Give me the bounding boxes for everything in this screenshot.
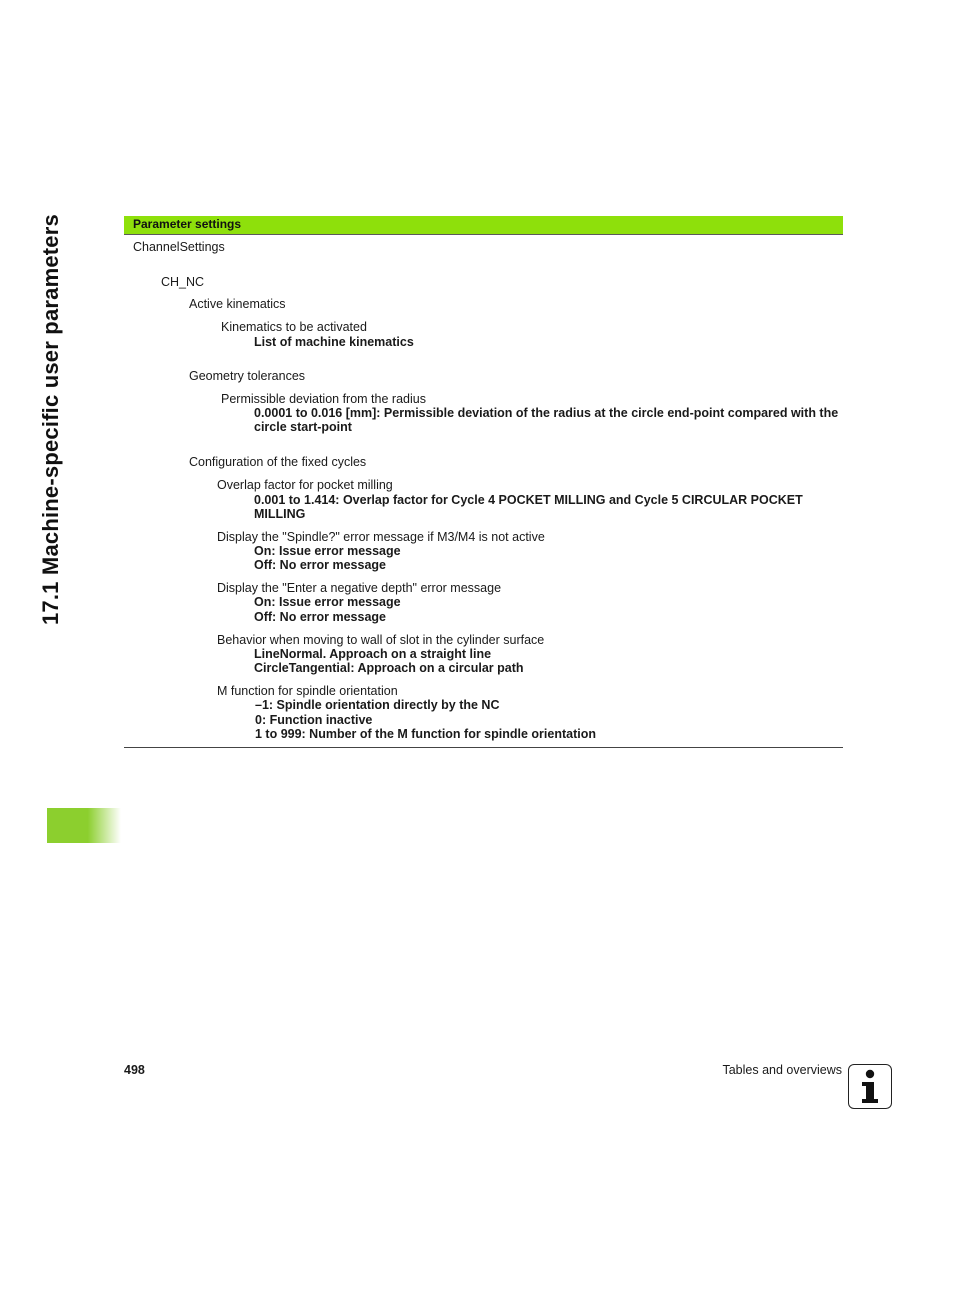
footer-section-title: Tables and overviews — [722, 1063, 842, 1077]
parameter-label: ChannelSettings — [133, 240, 225, 254]
parameter-label: Display the "Enter a negative depth" error message — [217, 581, 502, 595]
chapter-side-title: 17.1 Machine-specific user parameters — [38, 214, 63, 625]
parameter-value: LineNormal. Approach on a straight line — [254, 647, 492, 661]
parameter-label: Permissible deviation from the radius — [221, 392, 426, 406]
table-bottom-rule — [124, 747, 843, 748]
parameter-value: On: Issue error message — [254, 544, 401, 558]
parameter-value: 0: Function inactive — [255, 713, 373, 727]
parameter-label: Active kinematics — [189, 297, 286, 311]
parameter-value: 0.001 to 1.414: Overlap factor for Cycle 4 POCKET MILLING and Cycle 5 CIRCULAR POCKET MILLING — [254, 493, 803, 521]
page-number: 498 — [124, 1063, 145, 1077]
parameter-label: Geometry tolerances — [189, 369, 306, 383]
parameter-label: Overlap factor for pocket milling — [217, 478, 393, 492]
table-header-label: Parameter settings — [133, 217, 242, 231]
table-header-bar — [124, 216, 843, 235]
parameter-value: 0.0001 to 0.016 [mm]: Permissible deviation of the radius at the circle end-point compared with the circle start-point — [254, 406, 839, 434]
parameter-label: Kinematics to be activated — [221, 320, 367, 334]
info-icon — [848, 1064, 892, 1109]
parameter-label: Behavior when moving to wall of slot in the cylinder surface — [217, 633, 545, 647]
parameter-value: CircleTangential: Approach on a circular path — [254, 661, 524, 675]
parameter-value: Off: No error message — [254, 610, 386, 624]
parameter-value: –1: Spindle orientation directly by the NC — [255, 698, 500, 712]
parameter-label: Display the "Spindle?" error message if M3/M4 is not active — [217, 530, 545, 544]
parameter-label: Configuration of the fixed cycles — [189, 455, 367, 469]
parameter-value: On: Issue error message — [254, 595, 401, 609]
parameter-value: List of machine kinematics — [254, 335, 414, 349]
parameter-label: M function for spindle orientation — [217, 684, 398, 698]
parameter-value: Off: No error message — [254, 558, 386, 572]
parameter-label: CH_NC — [161, 275, 205, 289]
parameter-value: 1 to 999: Number of the M function for spindle orientation — [255, 727, 596, 741]
chapter-tab-marker — [47, 808, 121, 843]
